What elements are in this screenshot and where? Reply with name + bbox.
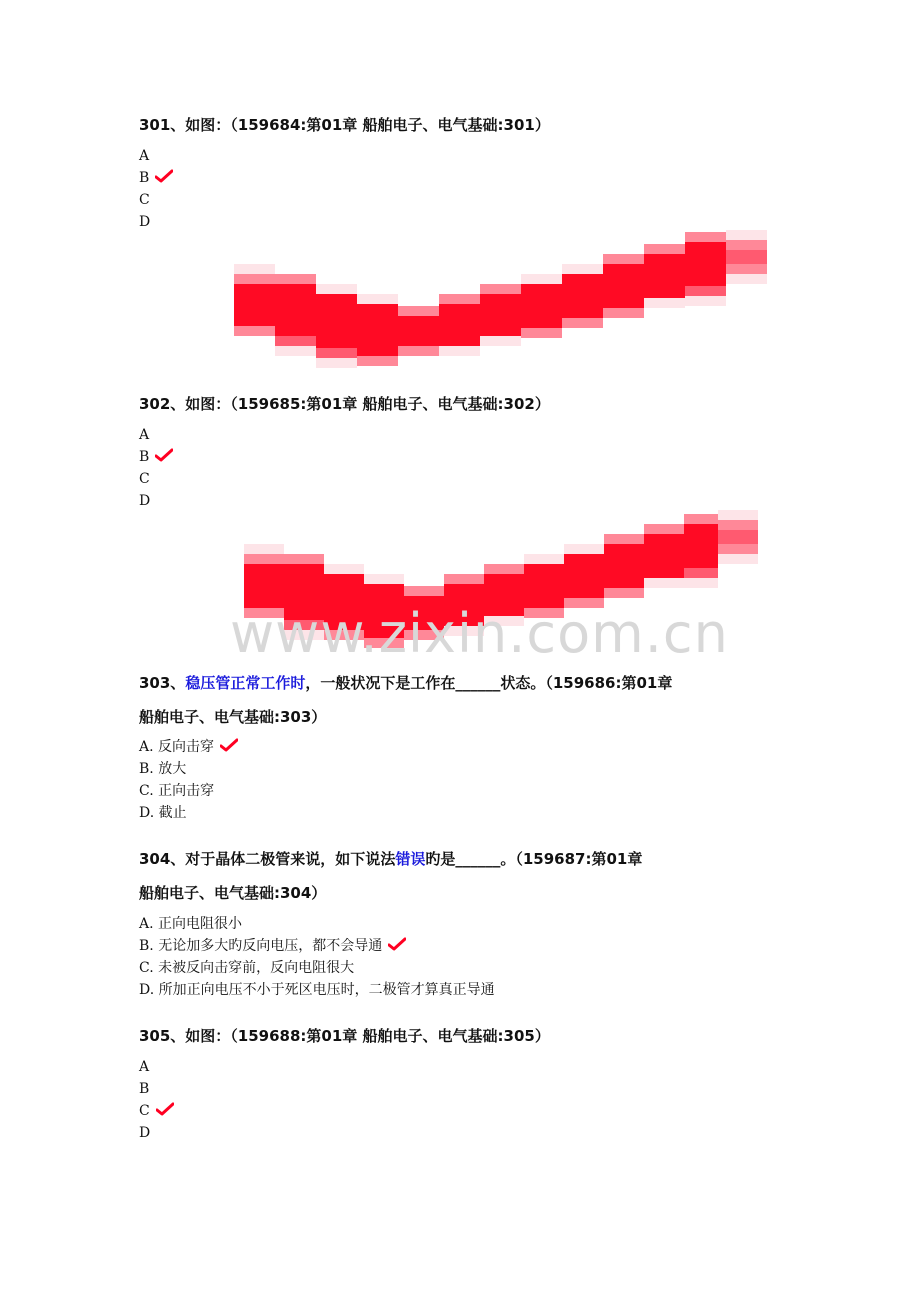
question-304-option-b: B. 无论加多大旳反向电压，都不会导通	[139, 935, 406, 957]
question-303-option-c: C. 正向击穿	[139, 783, 215, 799]
question-305-option-c: C	[139, 1100, 174, 1122]
correct-answer-check-icon	[155, 448, 173, 462]
correct-answer-check-icon	[388, 937, 406, 951]
correct-answer-check-icon	[156, 1102, 174, 1116]
question-305-option-a: A	[139, 1059, 150, 1075]
watermark: www.zixin.com.cn	[230, 602, 729, 665]
question-301-option-b: B	[139, 167, 173, 189]
question-304-title: 304、对于晶体二极管来说，如下说法错误旳是______。（159687:第01章	[139, 850, 643, 868]
question-305-option-d: D	[139, 1125, 151, 1141]
question-304-option-c: C. 未被反向击穿前，反向电阻很大	[139, 960, 355, 976]
question-302-title: 302、如图：（159685:第01章 船舶电子、电气基础:302）	[139, 395, 550, 413]
question-301-option-d: D	[139, 214, 151, 230]
question-304-option-d: D. 所加正向电压不小于死区电压时，二极管才算真正导通	[139, 982, 495, 998]
question-304-title-line2: 船舶电子、电气基础:304）	[139, 884, 327, 902]
question-303-title: 303、稳压管正常工作时，一般状况下是工作在______状态。（159686:第01章	[139, 674, 673, 692]
question-303-option-d: D. 截止	[139, 805, 187, 821]
question-301-title: 301、如图：（159684:第01章 船舶电子、电气基础:301）	[139, 116, 550, 134]
question-302-option-d: D	[139, 493, 151, 509]
question-301-option-a: A	[139, 148, 150, 164]
question-305-option-b: B	[139, 1081, 150, 1097]
question-304-option-a: A. 正向电阻很小	[139, 916, 243, 932]
question-303-title-highlight: 稳压管正常工作时	[185, 674, 306, 692]
correct-answer-check-icon	[155, 169, 173, 183]
question-303-title-line2: 船舶电子、电气基础:303）	[139, 708, 327, 726]
question-304-title-highlight: 错误	[395, 850, 426, 868]
question-302-option-c: C	[139, 471, 150, 487]
correct-answer-check-icon	[220, 738, 238, 752]
question-301-option-c: C	[139, 192, 150, 208]
question-301-figure-check-icon	[234, 230, 768, 370]
question-303-option-b: B. 放大	[139, 761, 187, 777]
question-302-option-b: B	[139, 446, 173, 468]
question-303-option-a: A. 反向击穿	[139, 736, 238, 758]
question-305-title: 305、如图：（159688:第01章 船舶电子、电气基础:305）	[139, 1027, 550, 1045]
question-302-option-a: A	[139, 427, 150, 443]
